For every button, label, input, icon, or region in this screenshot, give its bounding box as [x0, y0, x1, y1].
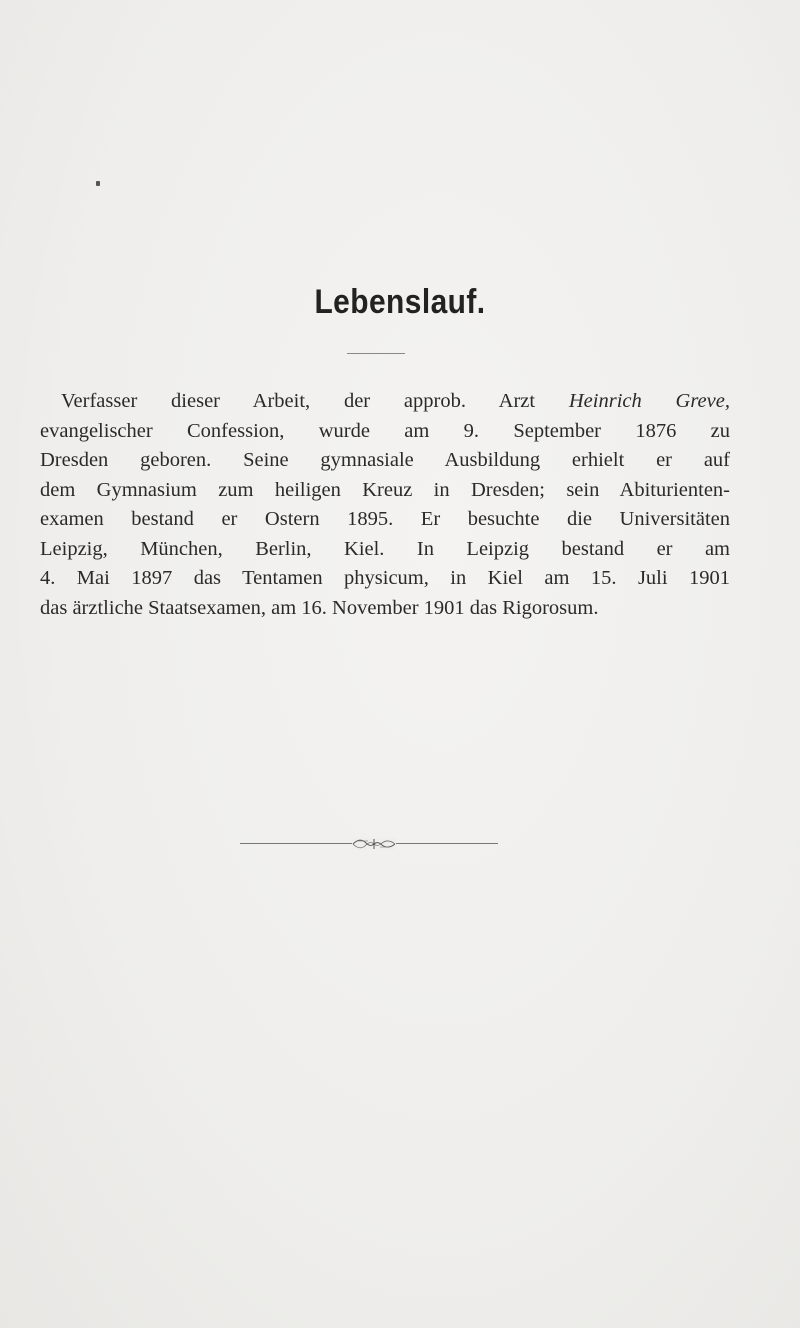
ink-speck	[96, 181, 100, 186]
paragraph-line: evangelischer Confession, wurde am 9. September 1876 zu	[40, 419, 730, 442]
flourish-divider-icon	[240, 838, 498, 850]
paragraph-line: Dresden geboren. Seine gymnasiale Ausbildung erhielt er auf	[40, 449, 730, 471]
page-title: Lebenslauf.	[314, 283, 486, 321]
flourish-icon	[352, 838, 396, 850]
paragraph-line: examen bestand er Ostern 1895. Er besuchte die Universitäten	[40, 508, 730, 530]
biography-paragraph	[40, 387, 730, 623]
paragraph-line	[40, 387, 730, 417]
paragraph-line: dem Gymnasium zum heiligen Kreuz in Dresden; sein Abiturienten-	[40, 478, 730, 501]
paragraph-line: das ärztliche Staatsexamen, am 16. November 1901 das Rigorosum.	[40, 596, 599, 619]
paragraph-line-text: Verfasser dieser Arbeit, der approb. Arzt	[61, 390, 536, 412]
title-divider	[347, 353, 405, 354]
author-name: Heinrich Greve,	[568, 390, 730, 412]
paragraph-line: 4. Mai 1897 das Tentamen physicum, in Kiel am 15. Juli 1901	[40, 567, 730, 589]
paragraph-line: Leipzig, München, Berlin, Kiel. In Leipzig bestand er am	[40, 537, 730, 560]
